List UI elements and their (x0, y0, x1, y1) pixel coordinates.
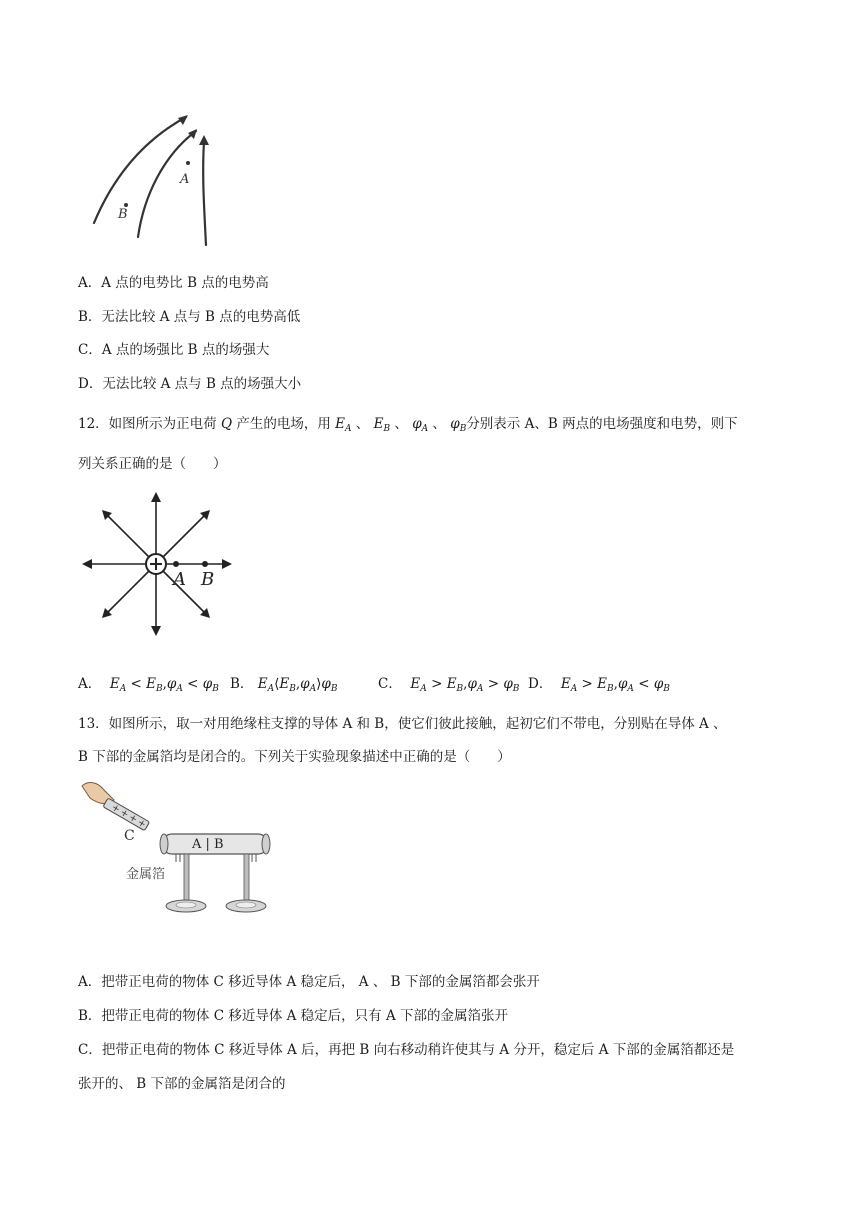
point-charge-figure (80, 490, 240, 640)
q13-option-c: C．把带正电荷的物体 C 移近导体 A 后，再把 B 向右移动稍许使其与 A 分开，稳定后 A 下部的金属箔都还是 (78, 1042, 735, 1058)
q11-option-c: C．A 点的场强比 B 点的场强大 (78, 342, 270, 358)
q11-option-b: B．无法比较 A 点与 B 点的电势高低 (78, 309, 301, 325)
field-lines-figure (84, 105, 224, 255)
q12-stem-line2: 列关系正确的是（ ） (78, 456, 227, 472)
q11-option-d: D．无法比较 A 点与 B 点的场强大小 (78, 376, 302, 392)
q12-stem-rest: 分别表示 A、B 两点的电场强度和电势，则下 (466, 416, 738, 432)
metal-foil-label: 金属箔 (126, 867, 166, 882)
q11-option-a: A．A 点的电势比 B 点的电势高 (78, 275, 269, 291)
conductor-ab-label: A | B (192, 837, 224, 852)
q12-option-c: C． $E_A > E_B,\varphi_A > \varphi_B$ (378, 676, 520, 694)
q13-stem-line2: B 下部的金属箔均是闭合的。下列关于实验现象描述中正确的是（ ） (78, 749, 511, 765)
q12-option-a: A． $E_A < E_B,\varphi_A < \varphi_B$ (78, 676, 219, 694)
q12-option-d: D． $E_A > E_B,\varphi_A < \varphi_B$ (528, 676, 670, 694)
q12-stem-line1: 12．如图所示为正电荷 Q 产生的电场，用 $E_A$ 、 $E_B$ 、 $\varphi_A$ 、 $\varphi_B$分别表示 A、B 两点的电场强度和电势，则下 (78, 416, 738, 434)
point-a-label: A (173, 569, 186, 590)
conductor-experiment-figure (80, 778, 280, 918)
q13-option-c-cont: 张开的、 B 下部的金属箔是闭合的 (78, 1076, 286, 1092)
point-a-label: A (180, 172, 190, 187)
q13-option-b: B．把带正电荷的物体 C 移近导体 A 稳定后，只有 A 下部的金属箔张开 (78, 1008, 508, 1024)
point-b-label: B (201, 569, 215, 590)
point-b-label: B (118, 207, 128, 222)
q12-option-b: B． $E_A⟨E_B,\varphi_A⟩\varphi_B$ (230, 676, 338, 694)
q13-stem-line1: 13．如图所示，取一对用绝缘柱支撑的导体 A 和 B，使它们彼此接触，起初它们不带电，分别贴在导体 A 、 (78, 716, 727, 732)
q13-option-a: A．把带正电荷的物体 C 移近导体 A 稳定后， A 、 B 下部的金属箔都会张开 (78, 974, 540, 990)
object-c-label: C (124, 828, 135, 844)
